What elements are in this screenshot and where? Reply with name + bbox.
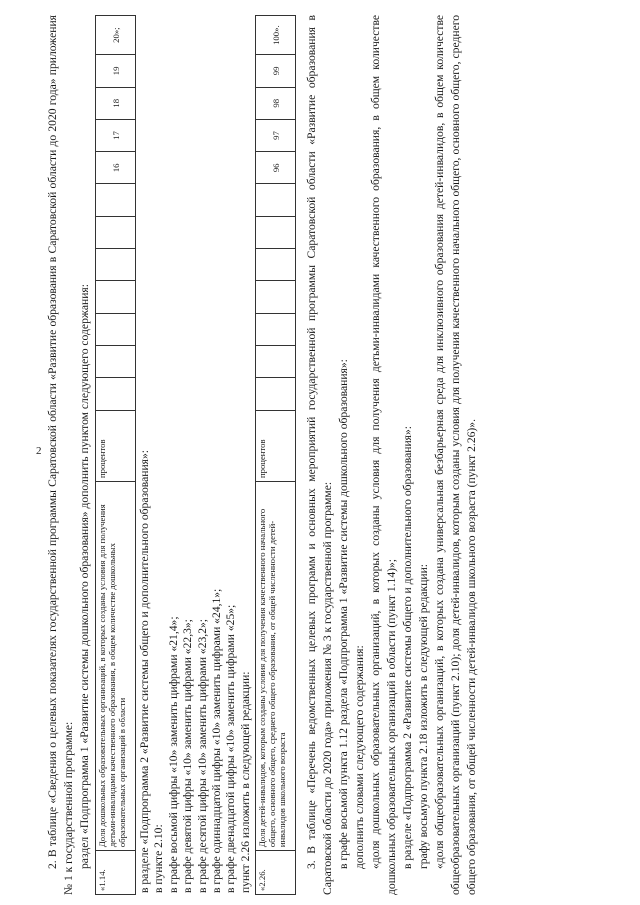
value-cell [96, 184, 136, 216]
list-line: в графе двенадцатой цифры «10» заменить цифрами «25»; [224, 604, 238, 893]
rotated-document-body [45, 15, 610, 895]
page-number: 2 [36, 445, 42, 457]
section3-line2: дополнить словами следующего содержания: [353, 645, 367, 869]
value-cell [256, 281, 296, 313]
section3-quote2: «доля общеобразовательных организаций, в которых создана универсальная безбарьерная среда для инклюзивного образования детей-инвалидов, в общем количестве общеобразовательных организаций (пункт 2.10); доля детей-инвалидов, которым созданы условия для получения качественного начального общего, основного общего, среднего общего образования, от общей численности детей-инвалидов школьного возраста (пункт 2.26)». [433, 15, 479, 895]
section3-quote1: «доля дошкольных образовательных организаций, в которых созданы условия для получения детьми-инвалидами качественного образования, в общем количестве дошкольных образовательных организаций в области (пункт 1.14)»; [369, 15, 399, 895]
value-cell: 18 [96, 87, 136, 119]
value-cell: 100». [256, 16, 296, 55]
value-cell [96, 378, 136, 410]
value-cell: 96 [256, 152, 296, 184]
value-cell [256, 184, 296, 216]
value-cell: 99 [256, 55, 296, 87]
row-number: «1.14. [96, 851, 136, 895]
indicator-name: Доля дошкольных образовательных организаций, в которых созданы условия для получения детьми-инвалидами качественного образования, в общем количестве дошкольных образовательных организаций в области [96, 482, 136, 851]
list-line: пункт 2.26 изложить в следующей редакции: [238, 671, 252, 893]
value-cell [96, 281, 136, 313]
indicator-table-1 [95, 15, 136, 895]
list-line: в графе одиннадцатой цифры «10» заменить цифрами «24,1»; [210, 588, 224, 893]
section3-intro: 3. В таблице «Перечень ведомственных целевых программ и основных мероприятий государственной программы Саратовской области «Развитие образования в Саратовской области до 2020 года» приложения № 3 к государственной программе: [305, 15, 335, 895]
section2-sub2-list [138, 15, 253, 895]
value-cell: 19 [96, 55, 136, 87]
value-cell [96, 249, 136, 281]
indicator-table-2 [255, 15, 296, 895]
value-cell: 17 [96, 119, 136, 151]
value-cell [256, 249, 296, 281]
value-cell [256, 345, 296, 377]
list-line: в пункте 2.10: [152, 824, 166, 893]
section3-line4: графу восьмую пункта 2.18 изложить в следующей редакции: [417, 563, 431, 869]
value-cell: 20»; [96, 16, 136, 55]
row-number: «2.26. [256, 851, 296, 895]
section3-line1: в графе восьмой пункта 1.12 раздела «Подпрограмма 1 «Развитие системы дошкольного образования»: [337, 359, 351, 869]
section2-intro: 2. В таблице «Сведения о целевых показателях государственной программы Саратовской области «Развитие образования в Саратовской области до 2020 года» приложения № 1 к государственной программе: [46, 15, 75, 895]
section3-line3: в разделе «Подпрограмма 2 «Развитие системы общего и дополнительного образования»: [401, 425, 415, 869]
value-cell [256, 378, 296, 410]
list-line: в графе десятой цифры «10» заменить цифрами «23,2»; [195, 618, 209, 893]
value-cell: 16 [96, 152, 136, 184]
value-cell [256, 313, 296, 345]
indicator-name: Доля детей-инвалидов, которым созданы условия для получения качественного начального общего, основного общего, среднего общего образования, от общей численности детей-инвалидов школьного возраста [256, 482, 296, 851]
list-line: в графе девятой цифры «10» заменить цифрами «22,3»; [181, 619, 195, 893]
value-cell [256, 216, 296, 248]
value-cell [96, 345, 136, 377]
value-cell: 98 [256, 87, 296, 119]
value-cell [96, 313, 136, 345]
list-line: в графе восьмой цифры «10» заменить цифрами «21,4»; [166, 616, 180, 893]
value-cell [96, 216, 136, 248]
unit: процентов [96, 410, 136, 482]
list-line: в разделе «Подпрограмма 2 «Развитие системы общего и дополнительного образования»: [138, 449, 151, 893]
section2-sub1: раздел «Подпрограмма 1 «Развитие системы дошкольного образования» дополнить пунктом следующего содержания: [78, 284, 91, 869]
unit: процентов [256, 410, 296, 482]
value-cell: 97 [256, 119, 296, 151]
